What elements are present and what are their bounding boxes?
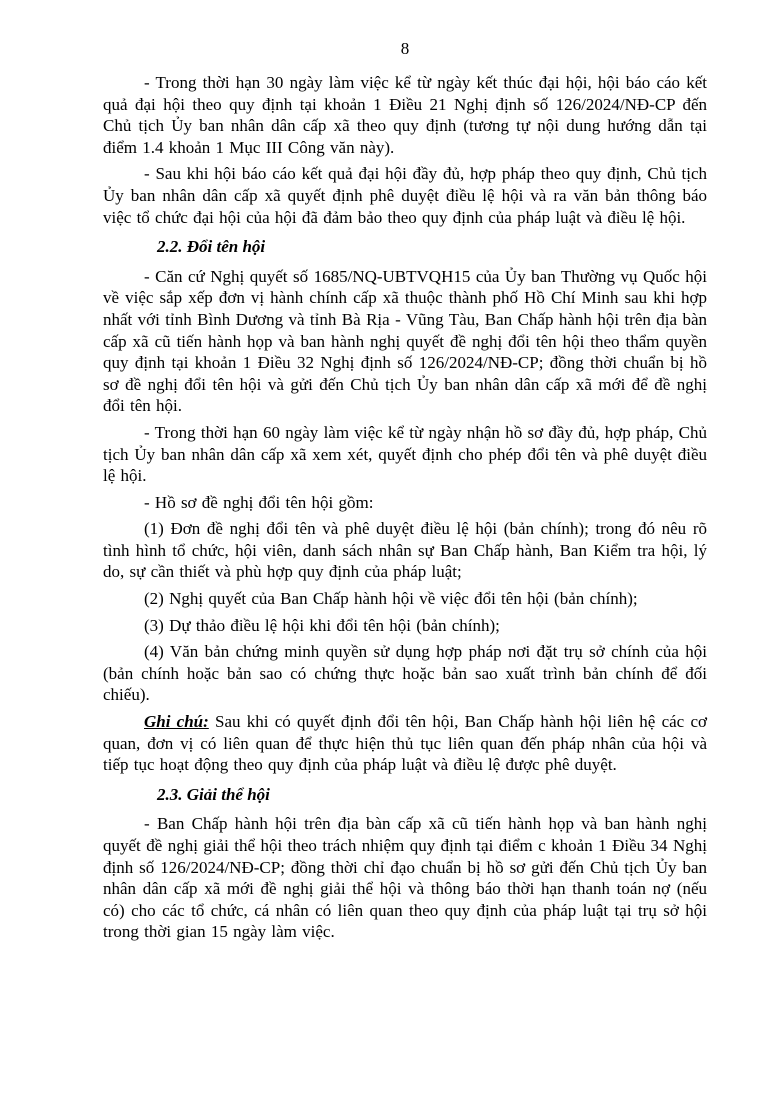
- paragraph-dossier-item-3: (3) Dự thảo điều lệ hội khi đổi tên hội (bản chính);: [144, 615, 500, 635]
- paragraph-approve-charter: - Sau khi hội báo cáo kết quả đại hội đầy đủ, hợp pháp theo quy định, Chủ tịch Ủy ban nhân dân cấp xã quyết định phê duyệt điều lệ hội và ra văn bản thông báo việc tổ chức đại hội của hội đã đảm bảo theo quy định của pháp luật và điều lệ hội.: [103, 164, 707, 227]
- page-number: 8: [400, 39, 410, 58]
- paragraph-dossier-item-4: (4) Văn bản chứng minh quyền sử dụng hợp pháp nơi đặt trụ sở chính của hội (bản chính hoặc bản sao có chứng thực hoặc bản sao xuất trình bản chính để đối chiếu).: [103, 642, 707, 705]
- note-label: Ghi chú:: [144, 712, 209, 732]
- paragraph-dossier-item-1: (1) Đơn đề nghị đổi tên và phê duyệt điều lệ hội (bản chính); trong đó nêu rõ tình hình tổ chức, hội viên, danh sách nhân sự Ban Chấp hành, Ban Kiểm tra hội, lý do, sự cần thiết và phù hợp quy định của pháp luật;: [103, 519, 707, 582]
- paragraph-report-congress-result: - Trong thời hạn 30 ngày làm việc kể từ ngày kết thúc đại hội, hội báo cáo kết quả đại hội theo quy định tại khoản 1 Điều 21 Nghị định số 126/2024/NĐ-CP đến Chủ tịch Ủy ban nhân dân cấp xã theo quy định (tương tự nội dung hướng dẫn tại điểm 1.4 khoản 1 Mục III Công văn này).: [103, 73, 707, 157]
- section-heading-rename-association: 2.2. Đổi tên hội: [157, 237, 266, 257]
- paragraph-note: [103, 711, 707, 776]
- paragraph-dossier-intro: - Hồ sơ đề nghị đổi tên hội gồm:: [144, 492, 374, 512]
- paragraph-rename-legal-basis: - Căn cứ Nghị quyết số 1685/NQ-UBTVQH15 của Ủy ban Thường vụ Quốc hội về việc sắp xếp đơn vị hành chính cấp xã thuộc thành phố Hồ Chí Minh sau khi hợp nhất với tỉnh Bình Dương và tỉnh Bà Rịa - Vũng Tàu, Ban Chấp hành hội trên địa bàn cấp xã cũ tiến hành họp và ban hành nghị quyết đề nghị đổi tên hội theo thẩm quyền quy định tại khoản 1 Điều 32 Nghị định số 126/2024/NĐ-CP; đồng thời chuẩn bị hồ sơ đề nghị đổi tên hội và gửi đến Chủ tịch Ủy ban nhân dân cấp xã mới để đề nghị đổi tên hội.: [103, 266, 707, 416]
- note-text: Sau khi có quyết định đổi tên hội, Ban Chấp hành hội liên hệ các cơ quan, đơn vị có liên quan để thực hiện thủ tục liên quan đến pháp nhân của hội và tiếp tục hoạt động theo quy định của pháp luật và điều lệ được phê duyệt.: [103, 712, 707, 775]
- paragraph-dossier-item-2: (2) Nghị quyết của Ban Chấp hành hội về việc đổi tên hội (bản chính);: [144, 589, 638, 609]
- paragraph-rename-60-days: - Trong thời hạn 60 ngày làm việc kể từ ngày nhận hồ sơ đầy đủ, hợp pháp, Chủ tịch Ủy ban nhân dân cấp xã xem xét, quyết định cho phép đổi tên và phê duyệt điều lệ hội.: [103, 422, 707, 486]
- section-heading-dissolve-association: 2.3. Giải thể hội: [157, 784, 270, 804]
- paragraph-dissolve-association: - Ban Chấp hành hội trên địa bàn cấp xã cũ tiến hành họp và ban hành nghị quyết đề nghị giải thể hội theo trách nhiệm quy định tại điểm c khoản 1 Điều 34 Nghị định số 126/2024/NĐ-CP; đồng thời chỉ đạo chuẩn bị hồ sơ gửi đến Chủ tịch Ủy ban nhân dân cấp xã mới đề nghị giải thể hội và thông báo thời hạn thanh toán nợ (nếu có) cho các tổ chức, cá nhân có liên quan theo quy định của pháp luật tại trụ sở hội trong thời gian 15 ngày làm việc.: [103, 814, 707, 942]
